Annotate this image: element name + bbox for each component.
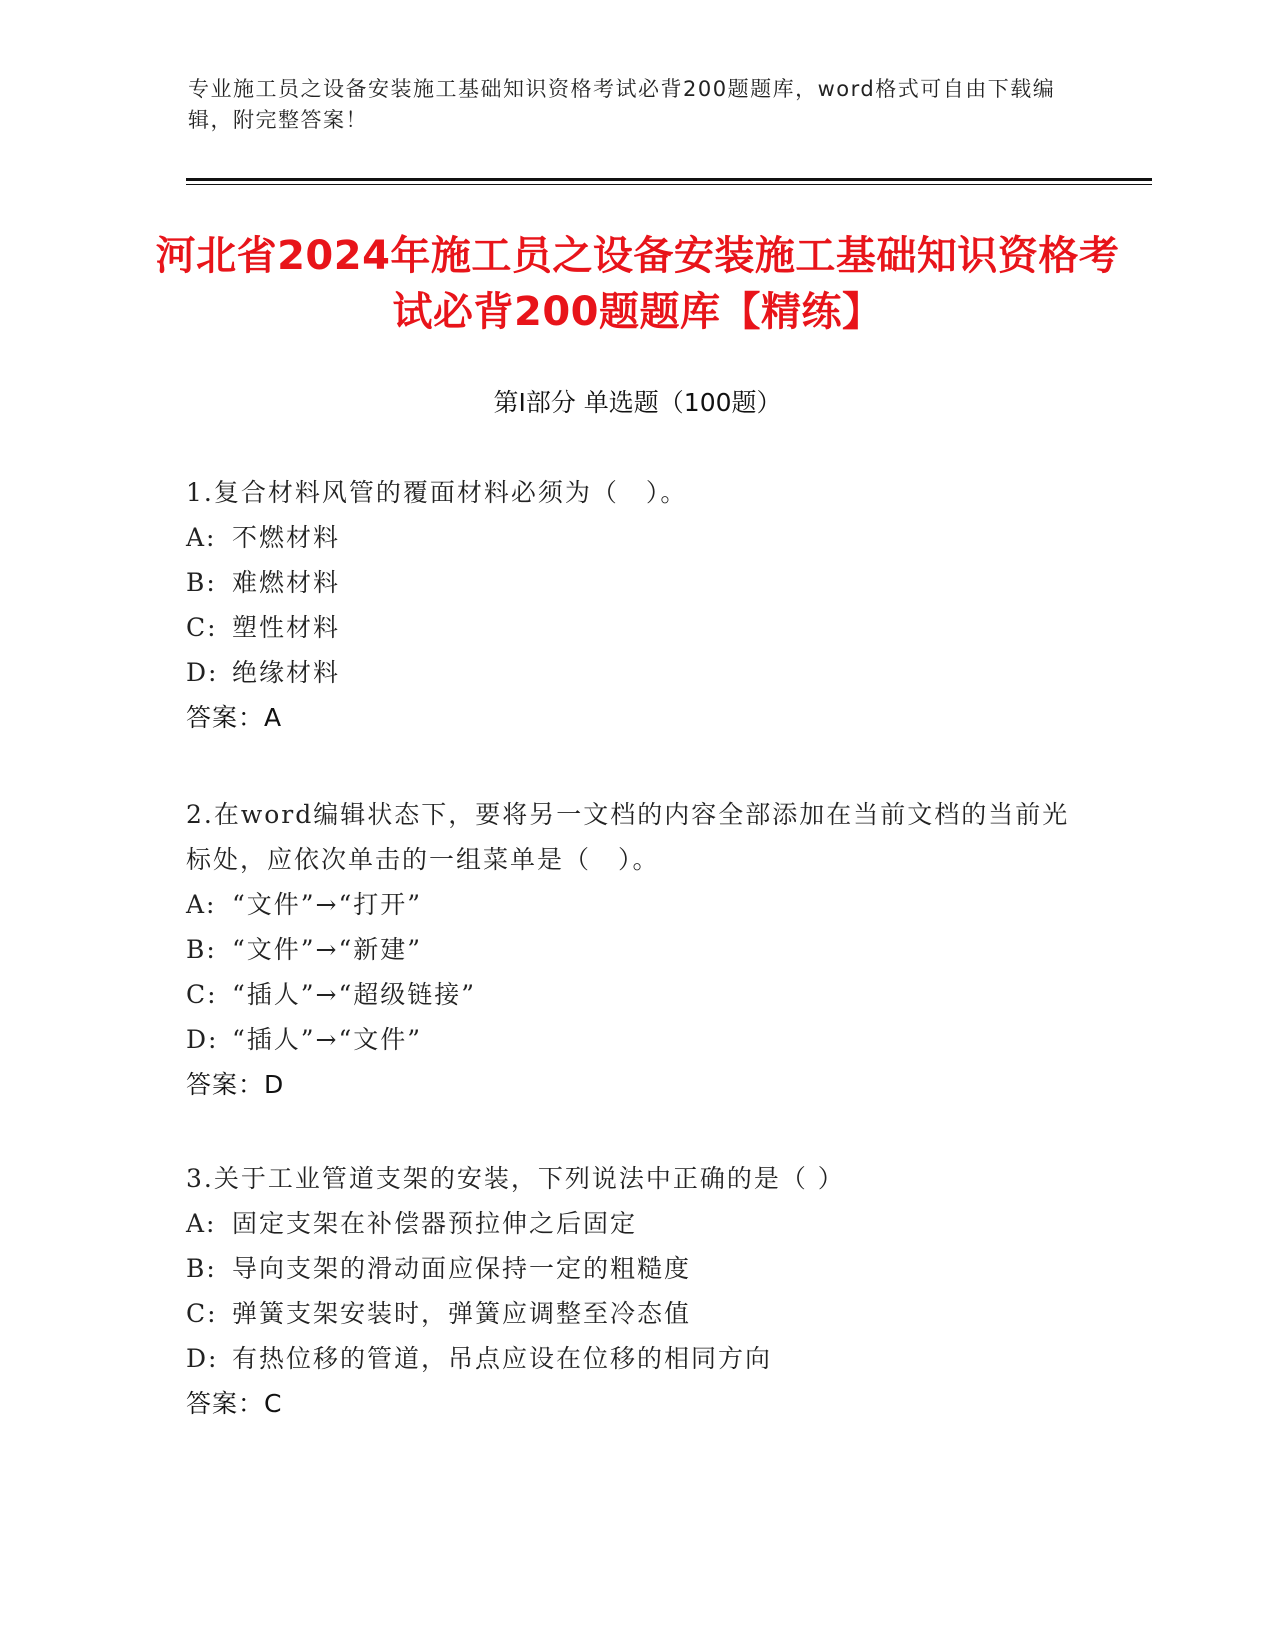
option-letter: C: — [186, 613, 218, 642]
option-text: 不燃材料 — [232, 523, 341, 552]
section-heading: 第Ⅰ部分 单选题（100题） — [493, 388, 782, 417]
option-b — [186, 560, 1086, 605]
question-2 — [186, 792, 1086, 1107]
option-letter: B: — [186, 935, 217, 964]
option-text: 弹簧支架安装时，弹簧应调整至冷态值 — [232, 1299, 692, 1328]
option-text: “插人”→“超级链接” — [232, 980, 477, 1009]
option-letter: D: — [186, 1344, 219, 1373]
option-d — [186, 1336, 1086, 1381]
header-divider-thin — [186, 184, 1152, 185]
option-b — [186, 927, 1086, 972]
option-text: “文件”→“新建” — [232, 935, 423, 964]
option-b — [186, 1246, 1086, 1291]
option-text: 导向支架的滑动面应保持一定的粗糙度 — [232, 1254, 692, 1283]
question-stem: 1.复合材料风管的覆面材料必须为（ ）。 — [186, 478, 688, 507]
option-letter: D: — [186, 1025, 219, 1054]
option-text: “文件”→“打开” — [232, 890, 423, 919]
option-letter: B: — [186, 1254, 217, 1283]
document-title: 河北省2024年施工员之设备安装施工基础知识资格考试必背200题题库【精练】 — [155, 233, 1120, 335]
option-text: 固定支架在补偿器预拉伸之后固定 — [232, 1209, 638, 1238]
option-letter: A: — [186, 1209, 217, 1238]
option-letter: A: — [186, 523, 217, 552]
option-letter: C: — [186, 1299, 218, 1328]
question-3 — [186, 1156, 1086, 1426]
option-letter: A: — [186, 890, 217, 919]
answer-line: 答案：C — [186, 1389, 283, 1418]
option-text: “插人”→“文件” — [232, 1025, 423, 1054]
option-a — [186, 515, 1086, 560]
answer-line: 答案：D — [186, 1070, 285, 1099]
option-c — [186, 1291, 1086, 1336]
option-text: 塑性材料 — [232, 613, 341, 642]
question-1 — [186, 470, 1086, 740]
option-letter: B: — [186, 568, 217, 597]
option-letter: C: — [186, 980, 218, 1009]
option-text: 有热位移的管道，吊点应设在位移的相同方向 — [232, 1344, 773, 1373]
header-note: 专业施工员之设备安装施工基础知识资格考试必背200题题库，word格式可自由下载编辑，附完整答案！ — [188, 77, 1056, 132]
option-text: 绝缘材料 — [232, 658, 341, 687]
option-a — [186, 1201, 1086, 1246]
option-c — [186, 972, 1086, 1017]
option-letter: D: — [186, 658, 219, 687]
option-c — [186, 605, 1086, 650]
option-d — [186, 1017, 1086, 1062]
answer-line: 答案：A — [186, 703, 283, 732]
option-text: 难燃材料 — [232, 568, 341, 597]
header-divider-thick — [186, 178, 1152, 181]
question-stem: 3.关于工业管道支架的安装，下列说法中正确的是（ ） — [186, 1164, 845, 1193]
option-a — [186, 882, 1086, 927]
option-d — [186, 650, 1086, 695]
question-stem: 2.在word编辑状态下，要将另一文档的内容全部添加在当前文档的当前光标处，应依次单击的一组菜单是（ ）。 — [186, 800, 1070, 874]
